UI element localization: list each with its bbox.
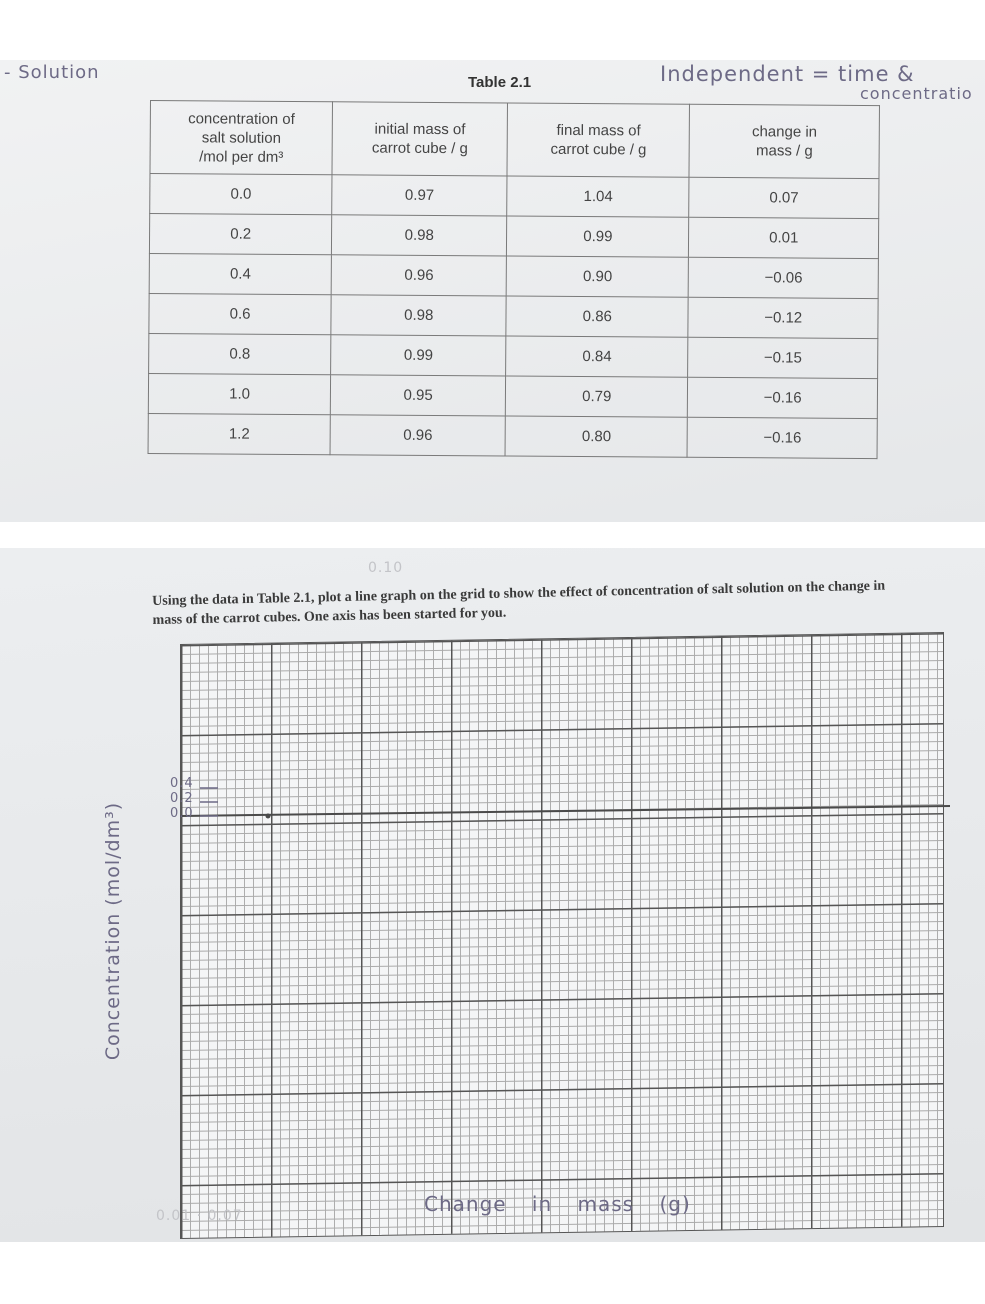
cell-final-mass: 0.99 — [507, 216, 690, 257]
faint-top-note: 0.10 — [368, 560, 404, 576]
table-header-row — [150, 101, 879, 179]
cell-initial-mass: 0.97 — [332, 175, 507, 216]
cell-change-in-mass: −0.16 — [688, 377, 878, 418]
cell-change-in-mass: −0.15 — [688, 337, 878, 378]
table-row — [149, 293, 878, 338]
table-photo — [0, 60, 985, 522]
header-initial-mass: initial mass of carrot cube / g — [332, 102, 507, 176]
table-row — [150, 174, 879, 219]
cell-initial-mass: 0.98 — [331, 295, 506, 336]
table-row — [149, 253, 878, 298]
table-row — [149, 333, 878, 378]
cell-change-in-mass: −0.12 — [688, 297, 878, 338]
cell-final-mass: 0.86 — [506, 296, 689, 337]
x-axis-label: Change in mass (g) — [424, 1192, 691, 1216]
cell-final-mass: 0.80 — [505, 416, 688, 457]
plotted-point — [266, 814, 271, 819]
independent-annotation-cont: concentratio — [860, 84, 973, 103]
cell-initial-mass: 0.95 — [331, 375, 506, 416]
cell-concentration: 0.6 — [149, 293, 332, 334]
cell-change-in-mass: 0.07 — [689, 177, 879, 218]
independent-annotation: Independent = time & — [660, 62, 915, 86]
cell-concentration: 0.2 — [149, 214, 332, 255]
cell-concentration: 1.0 — [148, 373, 331, 414]
axis-overlay — [0, 548, 985, 1242]
cell-initial-mass: 0.98 — [332, 215, 507, 256]
corner-note: - Solution — [4, 62, 100, 83]
cell-concentration: 1.2 — [148, 413, 331, 454]
graph-photo — [0, 548, 985, 1242]
cell-final-mass: 1.04 — [507, 176, 690, 217]
cell-concentration: 0.4 — [149, 253, 332, 294]
cell-concentration: 0.8 — [149, 333, 332, 374]
y-axis-label: Concentration (mol/dm³) — [102, 801, 125, 1061]
cell-final-mass: 0.79 — [506, 376, 689, 417]
y-tick-label-0-4: 0.4 — [170, 776, 194, 791]
header-change-in-mass: change in mass / g — [689, 104, 879, 178]
cell-initial-mass: 0.96 — [330, 415, 505, 456]
table-row — [148, 413, 877, 458]
cell-change-in-mass: −0.06 — [689, 257, 879, 298]
table-title: Table 2.1 — [468, 74, 532, 91]
cell-initial-mass: 0.96 — [331, 255, 506, 296]
cell-final-mass: 0.90 — [506, 256, 689, 297]
table-row — [148, 373, 877, 418]
x-axis-line — [180, 806, 950, 816]
cell-change-in-mass: −0.16 — [687, 417, 877, 458]
header-concentration: concentration of salt solution /mol per dm³ — [150, 101, 333, 175]
y-tick-label-0-2: 0.2 — [170, 791, 194, 806]
question-instructions: Using the data in Table 2.1, plot a line graph on the grid to show the effect of concentration of salt solution on the change in mass of the carrot cubes. One axis has been started for you. — [152, 578, 886, 628]
table-row — [149, 214, 878, 259]
y-tick-label-0-0: 0.0 — [170, 806, 194, 821]
cell-final-mass: 0.84 — [506, 336, 689, 377]
cell-change-in-mass: 0.01 — [689, 217, 879, 258]
cell-concentration: 0.0 — [150, 174, 333, 215]
faint-bottom-note: 0.01 · 0.07 — [156, 1208, 243, 1224]
cell-initial-mass: 0.99 — [331, 335, 506, 376]
results-table — [148, 100, 880, 459]
header-final-mass: final mass of carrot cube / g — [507, 103, 690, 177]
